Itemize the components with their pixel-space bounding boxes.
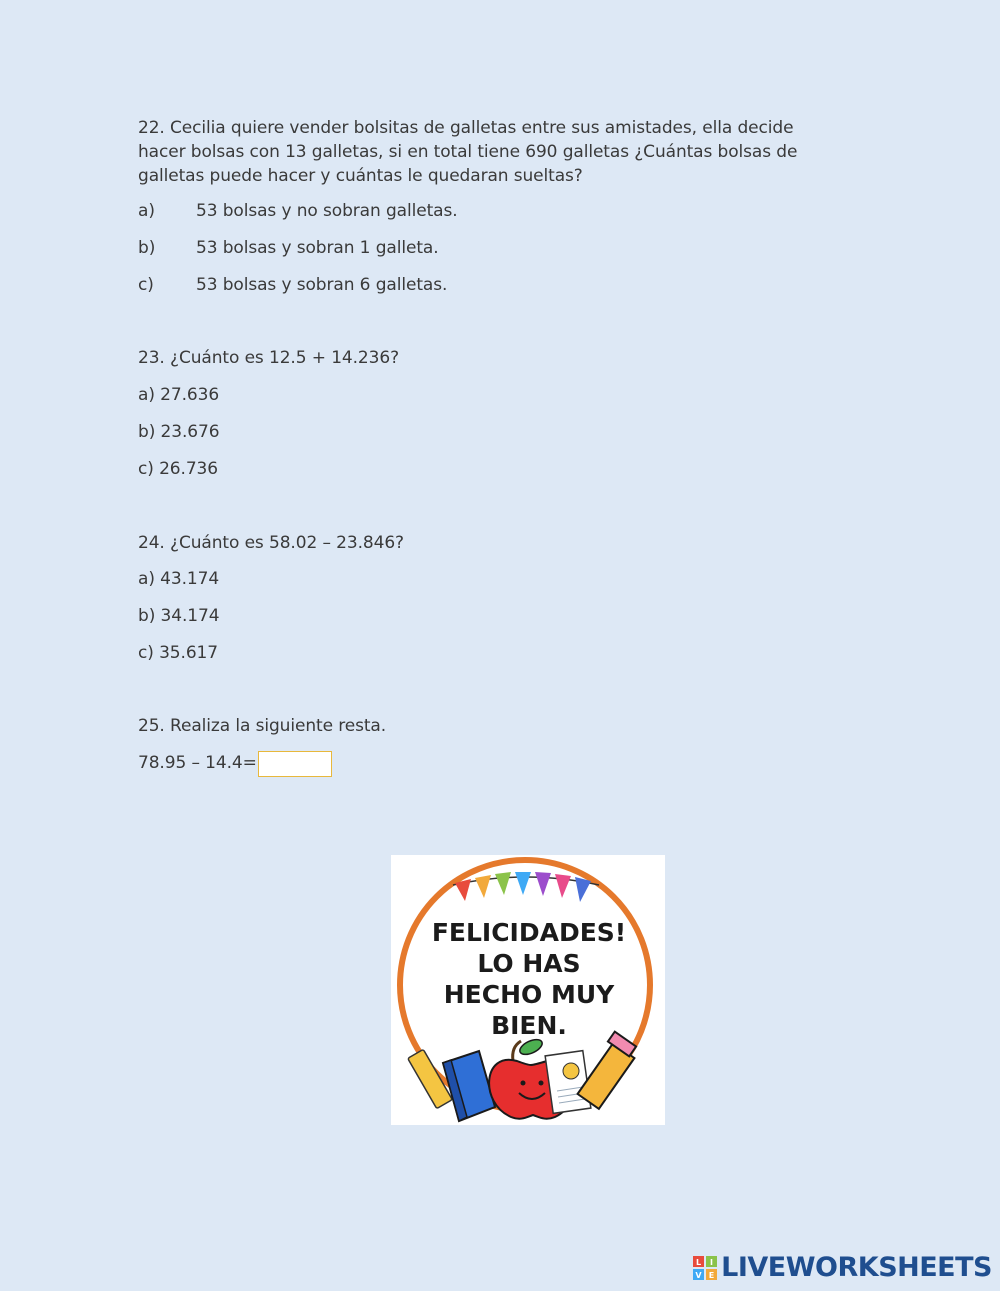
badge-text-line3: HECHO MUY [443,980,615,1009]
option-b [138,238,439,258]
mark-letter: I [710,1257,714,1267]
paper-icon [545,1051,591,1114]
mark-letter: V [695,1270,702,1280]
bunting-flag [555,874,571,898]
badge-illustration [391,855,665,1125]
question-23-option-c: c) 26.736 [138,459,218,479]
option-letter: b) [138,238,156,258]
question-23-option-a: a) 27.636 [138,385,220,405]
badge-text-line4: BIEN. [491,1011,567,1040]
option-letter: c) [138,275,154,295]
liveworksheets-mark-icon [693,1256,717,1280]
bunting-flag [575,877,591,902]
liveworksheets-logo[interactable] [693,1252,992,1283]
option-a [138,201,458,221]
question-24-option-c: c) 35.617 [138,643,218,663]
bunting-flag [535,872,551,896]
congratulations-badge [391,855,665,1125]
bunting-flag [495,872,511,895]
book-icon [443,1051,495,1121]
option-letter: a) [138,201,155,221]
badge-text-line1: FELICIDADES! [431,918,627,947]
bunting-flag [475,875,491,898]
pencil-icon [578,1032,637,1109]
liveworksheets-wordmark: LIVEWORKSHEETS [721,1252,992,1283]
option-text: 53 bolsas y sobran 6 galletas. [196,275,448,295]
question-23-text: 23. ¿Cuánto es 12.5 + 14.236? [138,348,399,368]
question-22 [138,116,828,188]
mark-letter: E [708,1270,715,1280]
option-text: 53 bolsas y no sobran galletas. [196,201,458,221]
mark-letter: L [696,1257,702,1267]
question-22-text: 22. Cecilia quiere vender bolsitas de galletas entre sus amistades, ella decide hacer bolsas con 13 galletas, si en total tiene 690 galletas ¿Cuántas bolsas de galletas puede hacer y cuántas le quedaran sueltas? [138,118,798,186]
badge-text-line2: LO HAS [477,949,581,978]
question-24-option-b: b) 34.174 [138,606,220,626]
question-23-option-b: b) 23.676 [138,422,220,442]
question-24-option-a: a) 43.174 [138,569,220,589]
question-25-expression: 78.95 – 14.4= [138,753,257,773]
answer-input[interactable] [258,751,332,777]
option-c [138,275,447,295]
bunting-flag [515,872,531,895]
question-25-text: 25. Realiza la siguiente resta. [138,716,387,736]
question-24-text: 24. ¿Cuánto es 58.02 – 23.846? [138,533,404,553]
option-text: 53 bolsas y sobran 1 galleta. [196,238,439,258]
